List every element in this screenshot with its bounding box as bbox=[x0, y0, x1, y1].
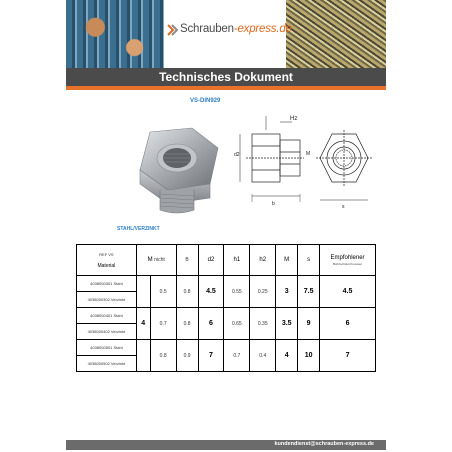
b-cell: 0.8 bbox=[176, 276, 198, 308]
emp-cell: 7 bbox=[320, 340, 376, 372]
drawing-label-hz: Hz bbox=[290, 116, 298, 122]
m-size-cell bbox=[136, 276, 150, 308]
d2-cell: 7 bbox=[198, 340, 224, 372]
footer-email-link[interactable]: kundendienst@schrauben-express.de bbox=[274, 441, 374, 447]
mm-cell: 3 bbox=[276, 276, 298, 308]
h2-cell: 0.35 bbox=[250, 308, 276, 340]
s-cell: 7.5 bbox=[298, 276, 320, 308]
ref-cell: 4038000502 Verzinkt bbox=[77, 356, 137, 372]
mm-cell: 4 bbox=[276, 340, 298, 372]
h1-cell: 0.55 bbox=[224, 276, 250, 308]
b-cell: 0.8 bbox=[176, 308, 198, 340]
header-b: B bbox=[176, 245, 198, 276]
m-size-cell: 4 bbox=[136, 308, 150, 340]
title-bar-accent bbox=[66, 86, 386, 90]
emp-cell: 4.5 bbox=[320, 276, 376, 308]
b-cell: 0.9 bbox=[176, 340, 198, 372]
header-d2: d2 bbox=[198, 245, 224, 276]
header-banner bbox=[66, 0, 386, 68]
h1-cell: 0.65 bbox=[224, 308, 250, 340]
header-m: M nicht bbox=[136, 245, 176, 276]
s-cell: 10 bbox=[298, 340, 320, 372]
header-ref: REF VS Material bbox=[77, 245, 137, 276]
spec-table bbox=[76, 244, 376, 372]
drawing-label-b: b bbox=[272, 201, 275, 207]
emp-cell: 6 bbox=[320, 308, 376, 340]
drawing-label-d2: d2 bbox=[234, 152, 240, 158]
screws-photo bbox=[286, 0, 386, 68]
d2-cell: 6 bbox=[198, 308, 224, 340]
product-ref: VS-DIN929 bbox=[190, 98, 221, 104]
table-row bbox=[77, 276, 376, 292]
ref-cell: 4038000402 Verzinkt bbox=[77, 324, 137, 340]
drawing-label-s: s bbox=[342, 204, 345, 210]
d2-cell: 4.5 bbox=[198, 276, 224, 308]
ref-cell: 4038000301 Stahl bbox=[77, 276, 137, 292]
h2-cell: 0.25 bbox=[250, 276, 276, 308]
mm-cell: 3.5 bbox=[276, 308, 298, 340]
header-s: s bbox=[298, 245, 320, 276]
h1-cell: 0.7 bbox=[224, 340, 250, 372]
page-title: Technisches Dokument bbox=[159, 70, 293, 84]
m-pitch-cell: 0.5 bbox=[150, 276, 176, 308]
brand-logo bbox=[166, 22, 292, 42]
technical-drawing bbox=[232, 104, 386, 214]
m-pitch-cell: 0.7 bbox=[150, 308, 176, 340]
header-empfohlener: Empfohlener Bohrlochdurchmesser bbox=[320, 245, 376, 276]
header-h1: h1 bbox=[224, 245, 250, 276]
s-cell: 9 bbox=[298, 308, 320, 340]
hex-weld-nut-photo bbox=[120, 118, 230, 218]
header-mm: M bbox=[276, 245, 298, 276]
logo-icon bbox=[166, 24, 178, 36]
material-label: STAHL/VERZINKT bbox=[117, 226, 160, 232]
m-pitch-cell: 0.8 bbox=[150, 340, 176, 372]
header-h2: h2 bbox=[250, 245, 276, 276]
table-row bbox=[77, 308, 376, 324]
ref-cell: 4038000501 Stahl bbox=[77, 340, 137, 356]
table-header-row bbox=[77, 245, 376, 276]
ref-cell: 4038000302 Verzinkt bbox=[77, 292, 137, 308]
ref-cell: 4038000401 Stahl bbox=[77, 308, 137, 324]
m-size-cell bbox=[136, 340, 150, 372]
h2-cell: 0.4 bbox=[250, 340, 276, 372]
document-page bbox=[66, 0, 386, 452]
logo-text: Schrauben-express.de bbox=[180, 23, 292, 35]
workshop-photo bbox=[66, 0, 164, 68]
drawing-label-m: M bbox=[306, 151, 311, 157]
table-row bbox=[77, 340, 376, 356]
